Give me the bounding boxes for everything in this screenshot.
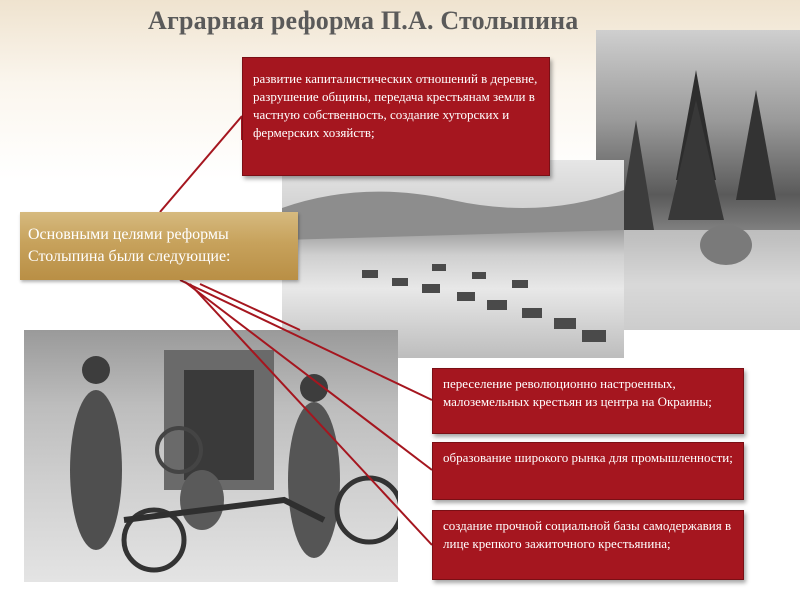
goal-box-3: образование широкого рынка для промышленности;	[432, 442, 744, 500]
goal-box-2: переселение революционно настроенных, малоземельных крестьян из центра на Окраины;	[432, 368, 744, 434]
main-goal-box: Основными целями реформы Столыпина были следующие:	[20, 212, 298, 280]
goal-box-1: развитие капиталистических отношений в деревне, разрушение общины, передача крестьянам земли в частную собственность, создание хуторских и фермерских хозяйств;	[242, 57, 550, 176]
goal-box-4: создание прочной социальной базы самодержавия в лице крепкого зажиточного крестьянина;	[432, 510, 744, 580]
slide-title: Аграрная реформа П.А. Столыпина	[148, 6, 579, 35]
